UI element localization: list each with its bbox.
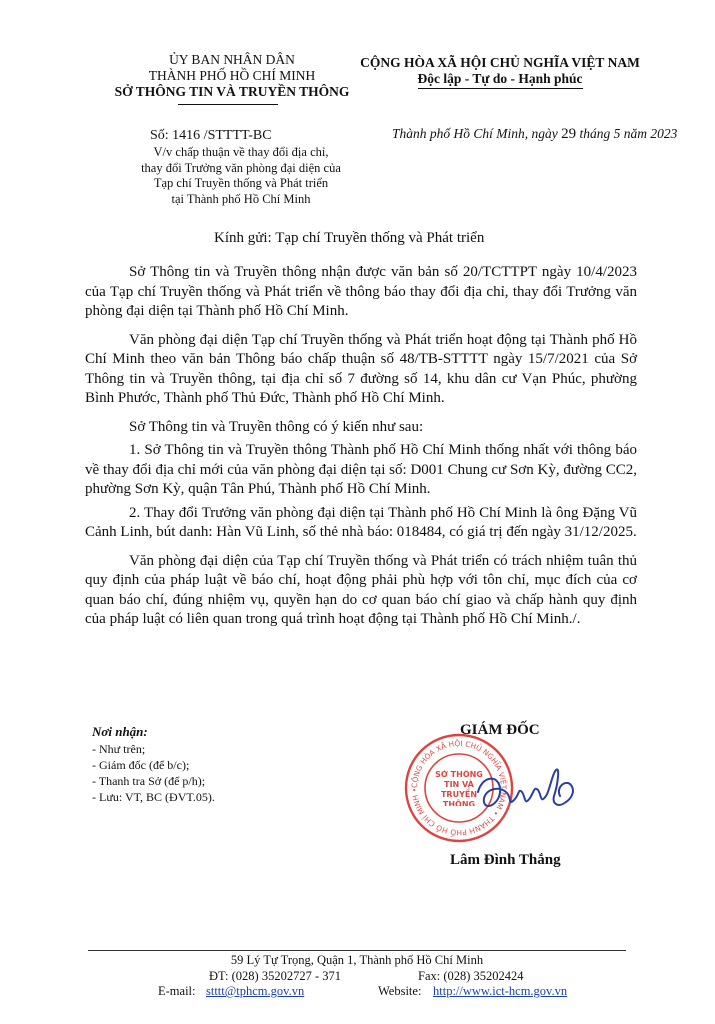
- footer-website-label: Website:: [378, 984, 422, 998]
- date-prefix: Thành phố Hồ Chí Minh, ngày: [392, 126, 558, 141]
- authority-line-1: ỦY BAN NHÂN DÂN: [169, 52, 295, 67]
- footer-address: 59 Lý Tự Trọng, Quận 1, Thành phố Hồ Chí Minh: [230, 953, 484, 967]
- body-paragraph: 1. Sở Thông tin và Truyền thông Thành phố Hồ Chí Minh thống nhất với thông báo về thay đổi địa chỉ mới của văn phòng đại diện tại số: D001 Chung cư Sơn Kỳ, đường CC2, phường Sơn Kỳ, quận Tân Phú, Thành phố Hồ Chí Minh.: [85, 442, 637, 497]
- footer-contact: [88, 953, 626, 1000]
- footer-fax: Fax: (028) 35202424: [418, 968, 524, 983]
- recipient-item: - Như trên;: [92, 742, 146, 756]
- issuing-authority: [92, 52, 372, 100]
- body-paragraph: Văn phòng đại diện Tạp chí Truyền thống và Phát triển hoạt động tại Thành phố Hồ Chí Minh theo văn bản Thông báo chấp thuận số 48/TB-STTTT ngày 15/7/2021 của Sở Thông tin và Truyền thông, tại địa chỉ số 7 đường số 14, khu dân cư Vạn Phúc, phường Bình Phước, Thành phố Thủ Đức, Thành phố Hồ Chí Minh.: [85, 331, 637, 406]
- authority-line-3: SỞ THÔNG TIN VÀ TRUYỀN THÔNG: [114, 84, 350, 99]
- subject-line-2: thay đổi Trưởng văn phòng đại diện của: [141, 160, 341, 175]
- date-rest: tháng 5 năm 2023: [579, 126, 678, 141]
- date-day: 29: [561, 126, 577, 142]
- recipient-item: - Lưu: VT, BC (ĐVT.05).: [92, 790, 215, 804]
- document-subject: [116, 145, 366, 207]
- motto-line-2: Độc lập - Tự do - Hạnh phúc: [417, 71, 583, 86]
- recipients-title: Nơi nhận:: [92, 724, 148, 739]
- motto-underline: [418, 88, 583, 89]
- letter-body: [85, 263, 637, 639]
- footer-email-link[interactable]: stttt@tphcm.gov.vn: [206, 984, 305, 998]
- seal-center-text: SỞ THÔNG TIN VÀ TRUYỀN THÔNG: [435, 770, 483, 806]
- document-number: Số: 1416 /STTTT-BC: [150, 128, 272, 143]
- motto-line-1: CỘNG HÒA XÃ HỘI CHỦ NGHĨA VIỆT NAM: [360, 55, 640, 70]
- authority-line-2: THÀNH PHỐ HỒ CHÍ MINH: [148, 68, 316, 83]
- signer-name: Lâm Đình Thắng: [450, 852, 561, 868]
- subject-line-1: V/v chấp thuận về thay đổi địa chỉ,: [153, 145, 329, 159]
- footer-web-row: [88, 984, 626, 1000]
- body-paragraph: Sở Thông tin và Truyền thông nhận được văn bản số 20/TCTTPT ngày 10/4/2023 của Tạp chí Truyền thống và Phát triển về thông báo thay đổi địa chỉ, thay đổi Trưởng văn phòng đại diện tại Thành phố Hồ Chí Minh.: [85, 264, 637, 319]
- footer-website-link[interactable]: http://www.ict-hcm.gov.vn: [433, 984, 568, 998]
- recipient-item: - Giám đốc (để b/c);: [92, 758, 190, 772]
- seal-ring-text: CỘNG HÒA XÃ HỘI CHỦ NGHĨA VIỆT NAM • THÀNH PHỐ HỒ CHÍ MINH •: [409, 738, 509, 838]
- national-motto: [360, 55, 640, 87]
- body-paragraph: 2. Thay đổi Trưởng văn phòng đại diện tại Thành phố Hồ Chí Minh là ông Đặng Vũ Cảnh Linh, bút danh: Hàn Vũ Linh, số thẻ nhà báo: 018484, có giá trị đến ngày 31/12/2025.: [85, 504, 637, 540]
- salutation: Kính gửi: Tạp chí Truyền thống và Phát triển: [214, 230, 485, 246]
- authority-underline: [178, 104, 278, 105]
- body-paragraph: Sở Thông tin và Truyền thông có ý kiến như sau:: [129, 418, 424, 435]
- subject-line-3: Tạp chí Truyền thống và Phát triển: [153, 176, 329, 190]
- signer-position: GIÁM ĐỐC: [460, 722, 540, 738]
- footer-phone: ĐT: (028) 35202727 - 371: [209, 968, 342, 983]
- footer-phone-row: [88, 969, 626, 985]
- subject-line-4: tại Thành phố Hồ Chí Minh: [171, 191, 311, 206]
- handwritten-signature-icon: [472, 762, 582, 822]
- document-date: [392, 126, 677, 143]
- body-paragraph: Văn phòng đại diện của Tạp chí Truyền thống và Phát triển có trách nhiệm tuân thủ quy định của pháp luật về báo chí, hoạt động phải phù hợp với tôn chỉ, mục đích của cơ quan báo chí, đúng nhiệm vụ, quyền hạn do cơ quan báo chí giao và chấp hành quy định của pháp luật có liên quan trong quá trình hoạt động tại Thành phố Hồ Chí Minh./.: [85, 552, 637, 627]
- recipients-block: [92, 724, 215, 805]
- footer-divider: [88, 950, 626, 951]
- footer-email-label: E-mail:: [158, 984, 196, 998]
- recipient-item: - Thanh tra Sở (để p/h);: [92, 774, 206, 788]
